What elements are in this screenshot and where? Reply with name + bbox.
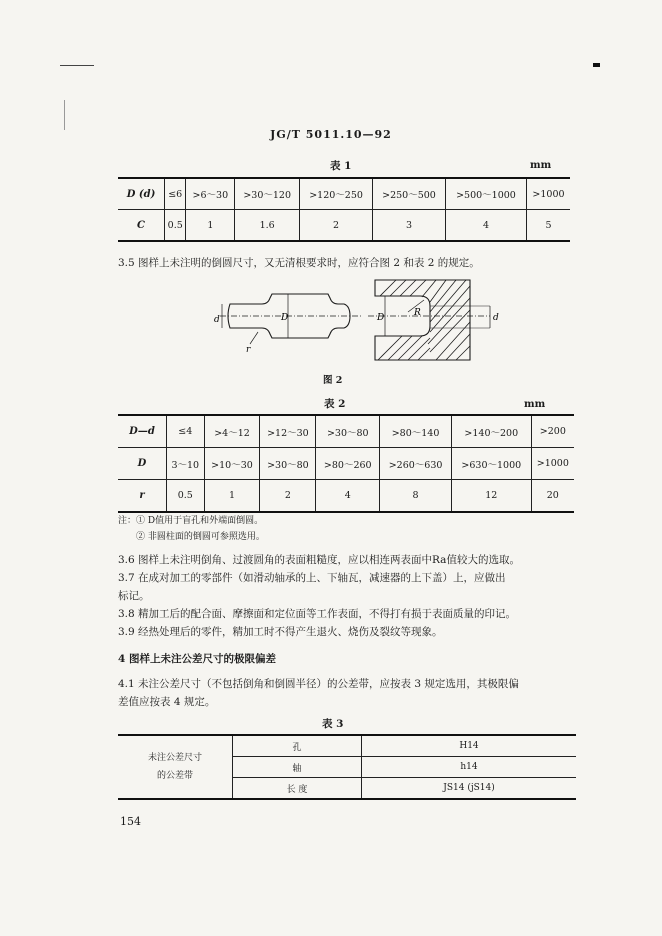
table1-caption: 表 1	[330, 160, 352, 172]
table2-cell: >1000	[531, 448, 574, 480]
table1-cell: 4	[445, 210, 526, 242]
table3	[118, 734, 576, 800]
table2-cell: >200	[531, 415, 574, 448]
table3-value: H14	[362, 735, 577, 757]
paragraph-3-5: 3.5 图样上未注明的倒圆尺寸，又无清根要求时，应符合图 2 和表 2 的规定。	[118, 257, 480, 269]
table2-row-label: D—d	[118, 415, 167, 448]
page-number: 154	[120, 815, 141, 828]
table2-cell: >30～80	[316, 415, 380, 448]
table2-cell: >140～200	[451, 415, 531, 448]
section-4-heading: 4 图样上未注公差尺寸的极限偏差	[118, 653, 276, 665]
paragraph-4-1: 4.1 未注公差尺寸（不包括倒角和倒圆半径）的公差带，应按表 3 规定选用，其极限偏	[118, 678, 519, 690]
table3-head-line1: 未注公差尺寸	[147, 753, 202, 763]
label-r: r	[246, 345, 251, 355]
table2-note-1: 注：① D值用于盲孔和外端面倒圆。	[118, 516, 264, 526]
table2-row	[118, 448, 574, 480]
hatching	[378, 280, 470, 360]
table2-cell: 12	[451, 480, 531, 513]
table1-cell: 3	[373, 210, 446, 242]
table3-caption: 表 3	[322, 718, 344, 730]
table1-unit: mm	[530, 160, 552, 171]
table2-cell: >260～630	[380, 448, 452, 480]
table3-head-line2: 的公差带	[156, 771, 193, 781]
scan-mark-left	[64, 100, 65, 130]
table2-note-2: ② 非圆柱面的倒圆可参照选用。	[136, 532, 265, 542]
table2-cell: >80～260	[316, 448, 380, 480]
label-D-hole: D	[377, 313, 385, 323]
paragraph-4-1-cont: 差值应按表 4 规定。	[118, 696, 216, 708]
table1-cell: >6～30	[186, 178, 235, 210]
table2-cell: 20	[531, 480, 574, 513]
table1-row-label: D (d)	[118, 178, 165, 210]
table2-cell: 8	[380, 480, 452, 513]
paragraph-3-7-cont: 标记。	[118, 590, 150, 602]
table1-cell: 1	[186, 210, 235, 242]
table2-cell: >80～140	[380, 415, 452, 448]
table3-row-header	[118, 735, 233, 799]
table2-cell: 2	[260, 480, 316, 513]
table1-cell: 1.6	[235, 210, 300, 242]
table2-row-label: D	[118, 448, 167, 480]
table1-cell: >500～1000	[445, 178, 526, 210]
page-header: JG/T 5011.10—92	[270, 128, 392, 141]
table2-cell: >4～12	[204, 415, 260, 448]
table2-cell: >30～80	[260, 448, 316, 480]
table2-cell: 3～10	[167, 448, 205, 480]
table2-cell: >630～1000	[451, 448, 531, 480]
table3-value: JS14 (jS14)	[362, 778, 577, 800]
table2-cell: ≤4	[167, 415, 205, 448]
label-d-shaft: d	[214, 315, 220, 325]
table1-cell: ≤6	[165, 178, 186, 210]
table2-row	[118, 415, 574, 448]
table3-key: 轴	[233, 757, 362, 778]
paragraph-3-9: 3.9 经热处理后的零件，精加工时不得产生退火、烧伤及裂纹等现象。	[118, 626, 443, 638]
scan-mark-top-left	[60, 65, 94, 66]
table2-cell: >12～30	[260, 415, 316, 448]
table2-row-label: r	[118, 480, 167, 513]
table2-cell: 0.5	[167, 480, 205, 513]
scan-mark-top-right	[593, 63, 600, 67]
table1-row	[118, 178, 570, 210]
table2	[118, 414, 574, 513]
table1-cell: >1000	[526, 178, 570, 210]
paragraph-3-8: 3.8 精加工后的配合面、摩擦面和定位面等工作表面，不得打有损于表面质量的印记。	[118, 608, 517, 620]
table1	[118, 177, 570, 242]
table2-unit: mm	[524, 399, 546, 410]
label-d-hole: d	[493, 313, 499, 323]
table2-cell: >10～30	[204, 448, 260, 480]
paragraph-3-6: 3.6 图样上未注明倒角、过渡圆角的表面粗糙度，应以相连两表面中Ra值较大的选取。	[118, 554, 520, 566]
table1-row-label: C	[118, 210, 165, 242]
table1-cell: >250～500	[373, 178, 446, 210]
table2-caption: 表 2	[324, 398, 346, 410]
table3-key: 孔	[233, 735, 362, 757]
table1-cell: >30～120	[235, 178, 300, 210]
table1-cell: 5	[526, 210, 570, 242]
label-R: R	[414, 308, 421, 318]
table1-cell: 2	[300, 210, 373, 242]
table1-cell: 0.5	[165, 210, 186, 242]
table3-key: 长 度	[233, 778, 362, 800]
label-D-shaft: D	[281, 313, 289, 323]
paragraph-3-7: 3.7 在成对加工的零部件（如滑动轴承的上、下轴瓦，减速器的上下盖）上，应做出	[118, 572, 506, 584]
table3-value: h14	[362, 757, 577, 778]
table1-row	[118, 210, 570, 242]
table1-cell: >120～250	[300, 178, 373, 210]
table2-row	[118, 480, 574, 513]
table3-row	[118, 735, 576, 757]
figure-2-caption: 图 2	[323, 375, 343, 386]
table2-cell: 4	[316, 480, 380, 513]
figure-2-drawing	[190, 272, 510, 370]
table2-cell: 1	[204, 480, 260, 513]
